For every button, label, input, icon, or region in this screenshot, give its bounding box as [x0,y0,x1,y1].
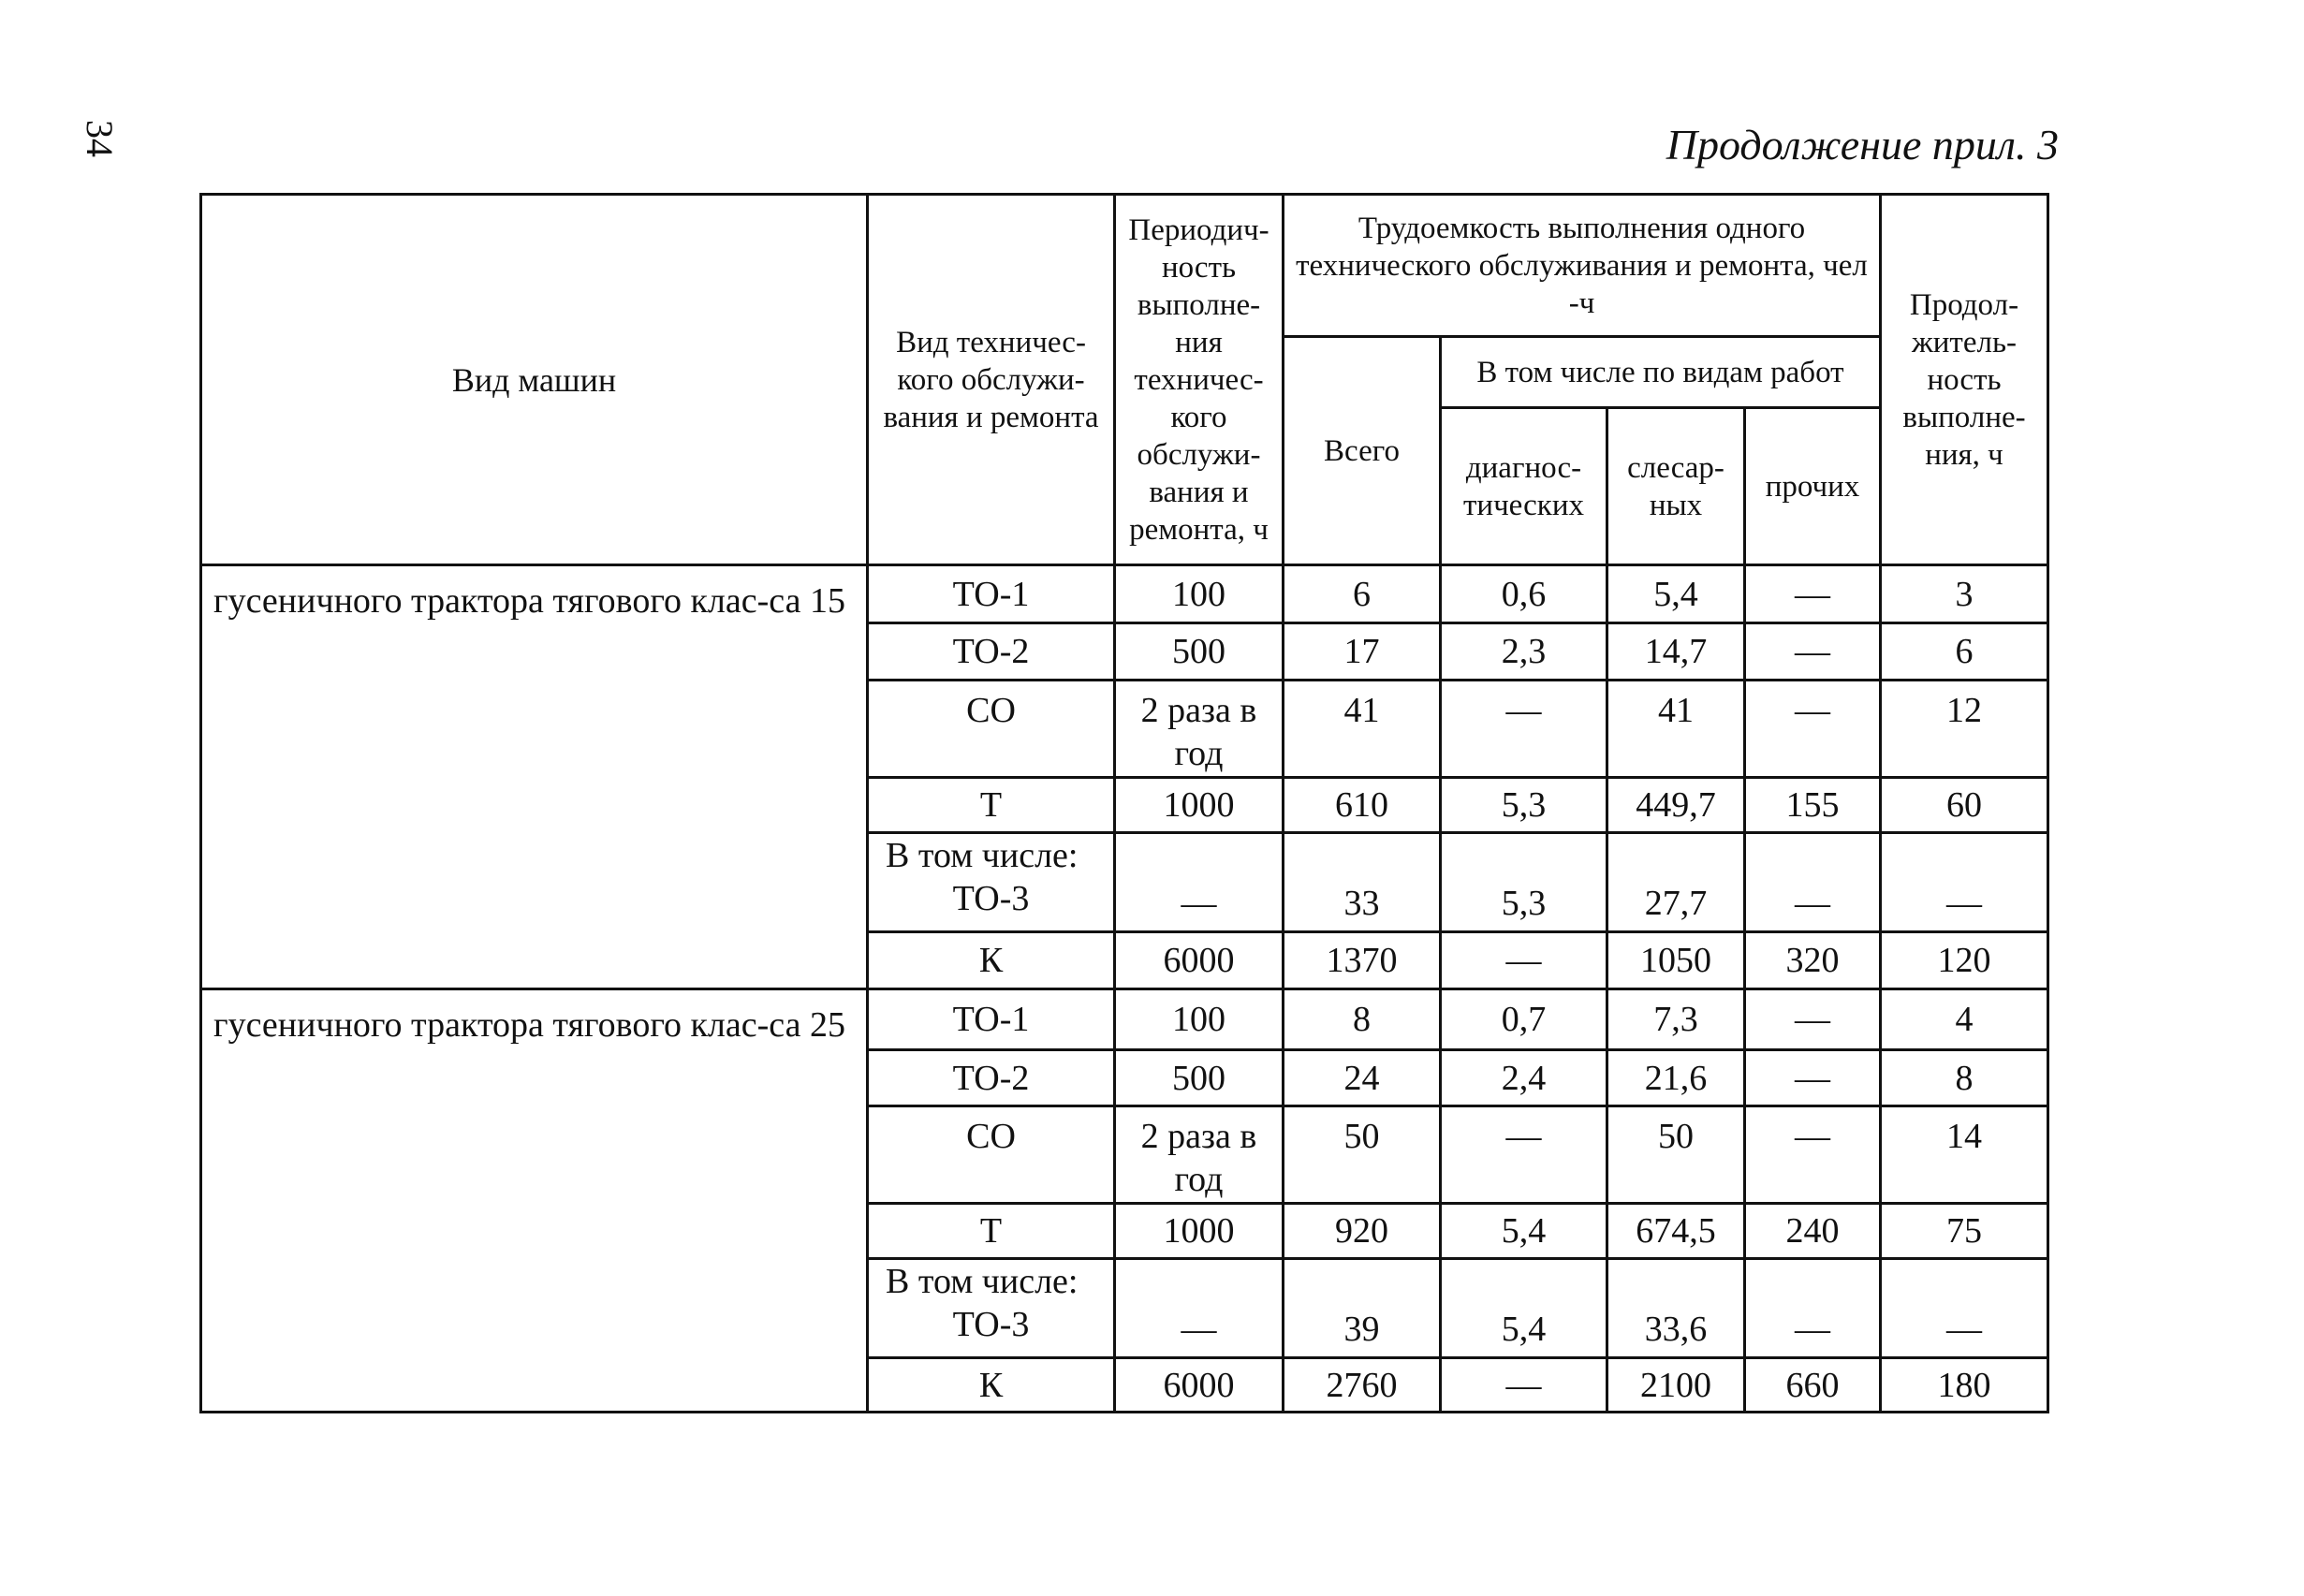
header-fitter: слесар-ных [1607,408,1745,565]
periodicity-cell: 1000 [1115,1204,1284,1259]
diagnostic-cell: 5,4 [1441,1204,1607,1259]
other-cell: — [1745,1050,1881,1106]
header-machine-kind: Вид машин [201,195,868,565]
fitter-cell: 27,7 [1607,833,1745,932]
fitter-cell: 2100 [1607,1358,1745,1413]
total-cell: 6 [1284,565,1441,623]
total-cell: 2760 [1284,1358,1441,1413]
page-number: 34 [79,120,121,157]
fitter-cell: 14,7 [1607,623,1745,681]
other-cell: 320 [1745,932,1881,989]
diagnostic-cell: — [1441,1358,1607,1413]
total-cell: 8 [1284,989,1441,1050]
service-kind-cell: Т [868,1204,1115,1259]
diagnostic-cell: — [1441,681,1607,778]
fitter-cell: 674,5 [1607,1204,1745,1259]
service-kind-cell: ТО-1 [868,565,1115,623]
table-row [201,565,2048,623]
other-cell: — [1745,1106,1881,1204]
included-label: В том числе: [886,836,1079,875]
other-cell: — [1745,623,1881,681]
periodicity-cell: 6000 [1115,932,1284,989]
service-kind-cell: К [868,932,1115,989]
fitter-cell: 449,7 [1607,778,1745,833]
service-kind-cell: ТО-2 [868,1050,1115,1106]
diagnostic-cell: 5,3 [1441,778,1607,833]
other-cell: 155 [1745,778,1881,833]
duration-cell: — [1881,1259,2048,1358]
diagnostic-cell: 5,4 [1441,1259,1607,1358]
total-cell: 41 [1284,681,1441,778]
fitter-cell: 1050 [1607,932,1745,989]
header-diagnostic: диагнос-тических [1441,408,1607,565]
header-other: прочих [1745,408,1881,565]
periodicity-cell: 500 [1115,1050,1284,1106]
fitter-cell: 41 [1607,681,1745,778]
total-cell: 1370 [1284,932,1441,989]
duration-cell: 60 [1881,778,2048,833]
service-kind-cell: ТО-2 [868,623,1115,681]
diagnostic-cell: 2,4 [1441,1050,1607,1106]
service-kind-cell: ТО-1 [868,989,1115,1050]
header-labor-group: Трудоемкость выполнения одного технического обслуживания и ремонта, чел -ч [1284,195,1881,337]
duration-cell: 4 [1881,989,2048,1050]
other-cell: — [1745,1259,1881,1358]
other-cell: — [1745,833,1881,932]
total-cell: 33 [1284,833,1441,932]
periodicity-cell: 6000 [1115,1358,1284,1413]
service-kind-cell: Т [868,778,1115,833]
table-body [201,565,2048,1413]
periodicity-cell: 1000 [1115,778,1284,833]
service-kind-cell: СО [868,1106,1115,1204]
header-total: Всего [1284,337,1441,565]
included-kind: ТО-3 [952,879,1030,918]
duration-cell: 120 [1881,932,2048,989]
duration-cell: 12 [1881,681,2048,778]
table-header [201,195,2048,565]
service-kind-cell [868,833,1115,932]
other-cell: — [1745,989,1881,1050]
fitter-cell: 21,6 [1607,1050,1745,1106]
header-by-type: В том числе по видам работ [1441,337,1881,408]
included-kind: ТО-3 [952,1305,1030,1344]
periodicity-cell: 500 [1115,623,1284,681]
duration-cell: 8 [1881,1050,2048,1106]
fitter-cell: 33,6 [1607,1259,1745,1358]
other-cell: — [1745,681,1881,778]
machine-cell: гусеничного трактора тягового клас-са 15 [201,565,868,989]
machine-cell: гусеничного трактора тягового клас-са 25 [201,989,868,1413]
service-kind-cell [868,1259,1115,1358]
duration-cell: — [1881,833,2048,932]
duration-cell: 14 [1881,1106,2048,1204]
total-cell: 920 [1284,1204,1441,1259]
diagnostic-cell: — [1441,1106,1607,1204]
periodicity-cell: 2 раза в год [1115,681,1284,778]
periodicity-cell: — [1115,1259,1284,1358]
maintenance-table [199,193,2049,1413]
other-cell: — [1745,565,1881,623]
total-cell: 24 [1284,1050,1441,1106]
periodicity-cell: 100 [1115,989,1284,1050]
fitter-cell: 50 [1607,1106,1745,1204]
diagnostic-cell: — [1441,932,1607,989]
duration-cell: 75 [1881,1204,2048,1259]
included-label: В том числе: [886,1262,1079,1301]
table-row [201,989,2048,1050]
fitter-cell: 5,4 [1607,565,1745,623]
fitter-cell: 7,3 [1607,989,1745,1050]
header-duration: Продол-житель-ность выполне-ния, ч [1881,195,2048,565]
header-service-kind: Вид техничес-кого обслужи-вания и ремонта [868,195,1115,565]
service-kind-cell: СО [868,681,1115,778]
duration-cell: 180 [1881,1358,2048,1413]
total-cell: 610 [1284,778,1441,833]
duration-cell: 6 [1881,623,2048,681]
total-cell: 50 [1284,1106,1441,1204]
continuation-caption: Продолжение прил. 3 [1666,121,2059,168]
other-cell: 660 [1745,1358,1881,1413]
other-cell: 240 [1745,1204,1881,1259]
periodicity-cell: — [1115,833,1284,932]
periodicity-cell: 100 [1115,565,1284,623]
diagnostic-cell: 0,6 [1441,565,1607,623]
service-kind-cell: К [868,1358,1115,1413]
diagnostic-cell: 2,3 [1441,623,1607,681]
total-cell: 17 [1284,623,1441,681]
header-periodicity: Периодич-ность выполне-ния техничес-кого обслужи-вания и ремонта, ч [1115,195,1284,565]
total-cell: 39 [1284,1259,1441,1358]
diagnostic-cell: 5,3 [1441,833,1607,932]
diagnostic-cell: 0,7 [1441,989,1607,1050]
periodicity-cell: 2 раза в год [1115,1106,1284,1204]
duration-cell: 3 [1881,565,2048,623]
